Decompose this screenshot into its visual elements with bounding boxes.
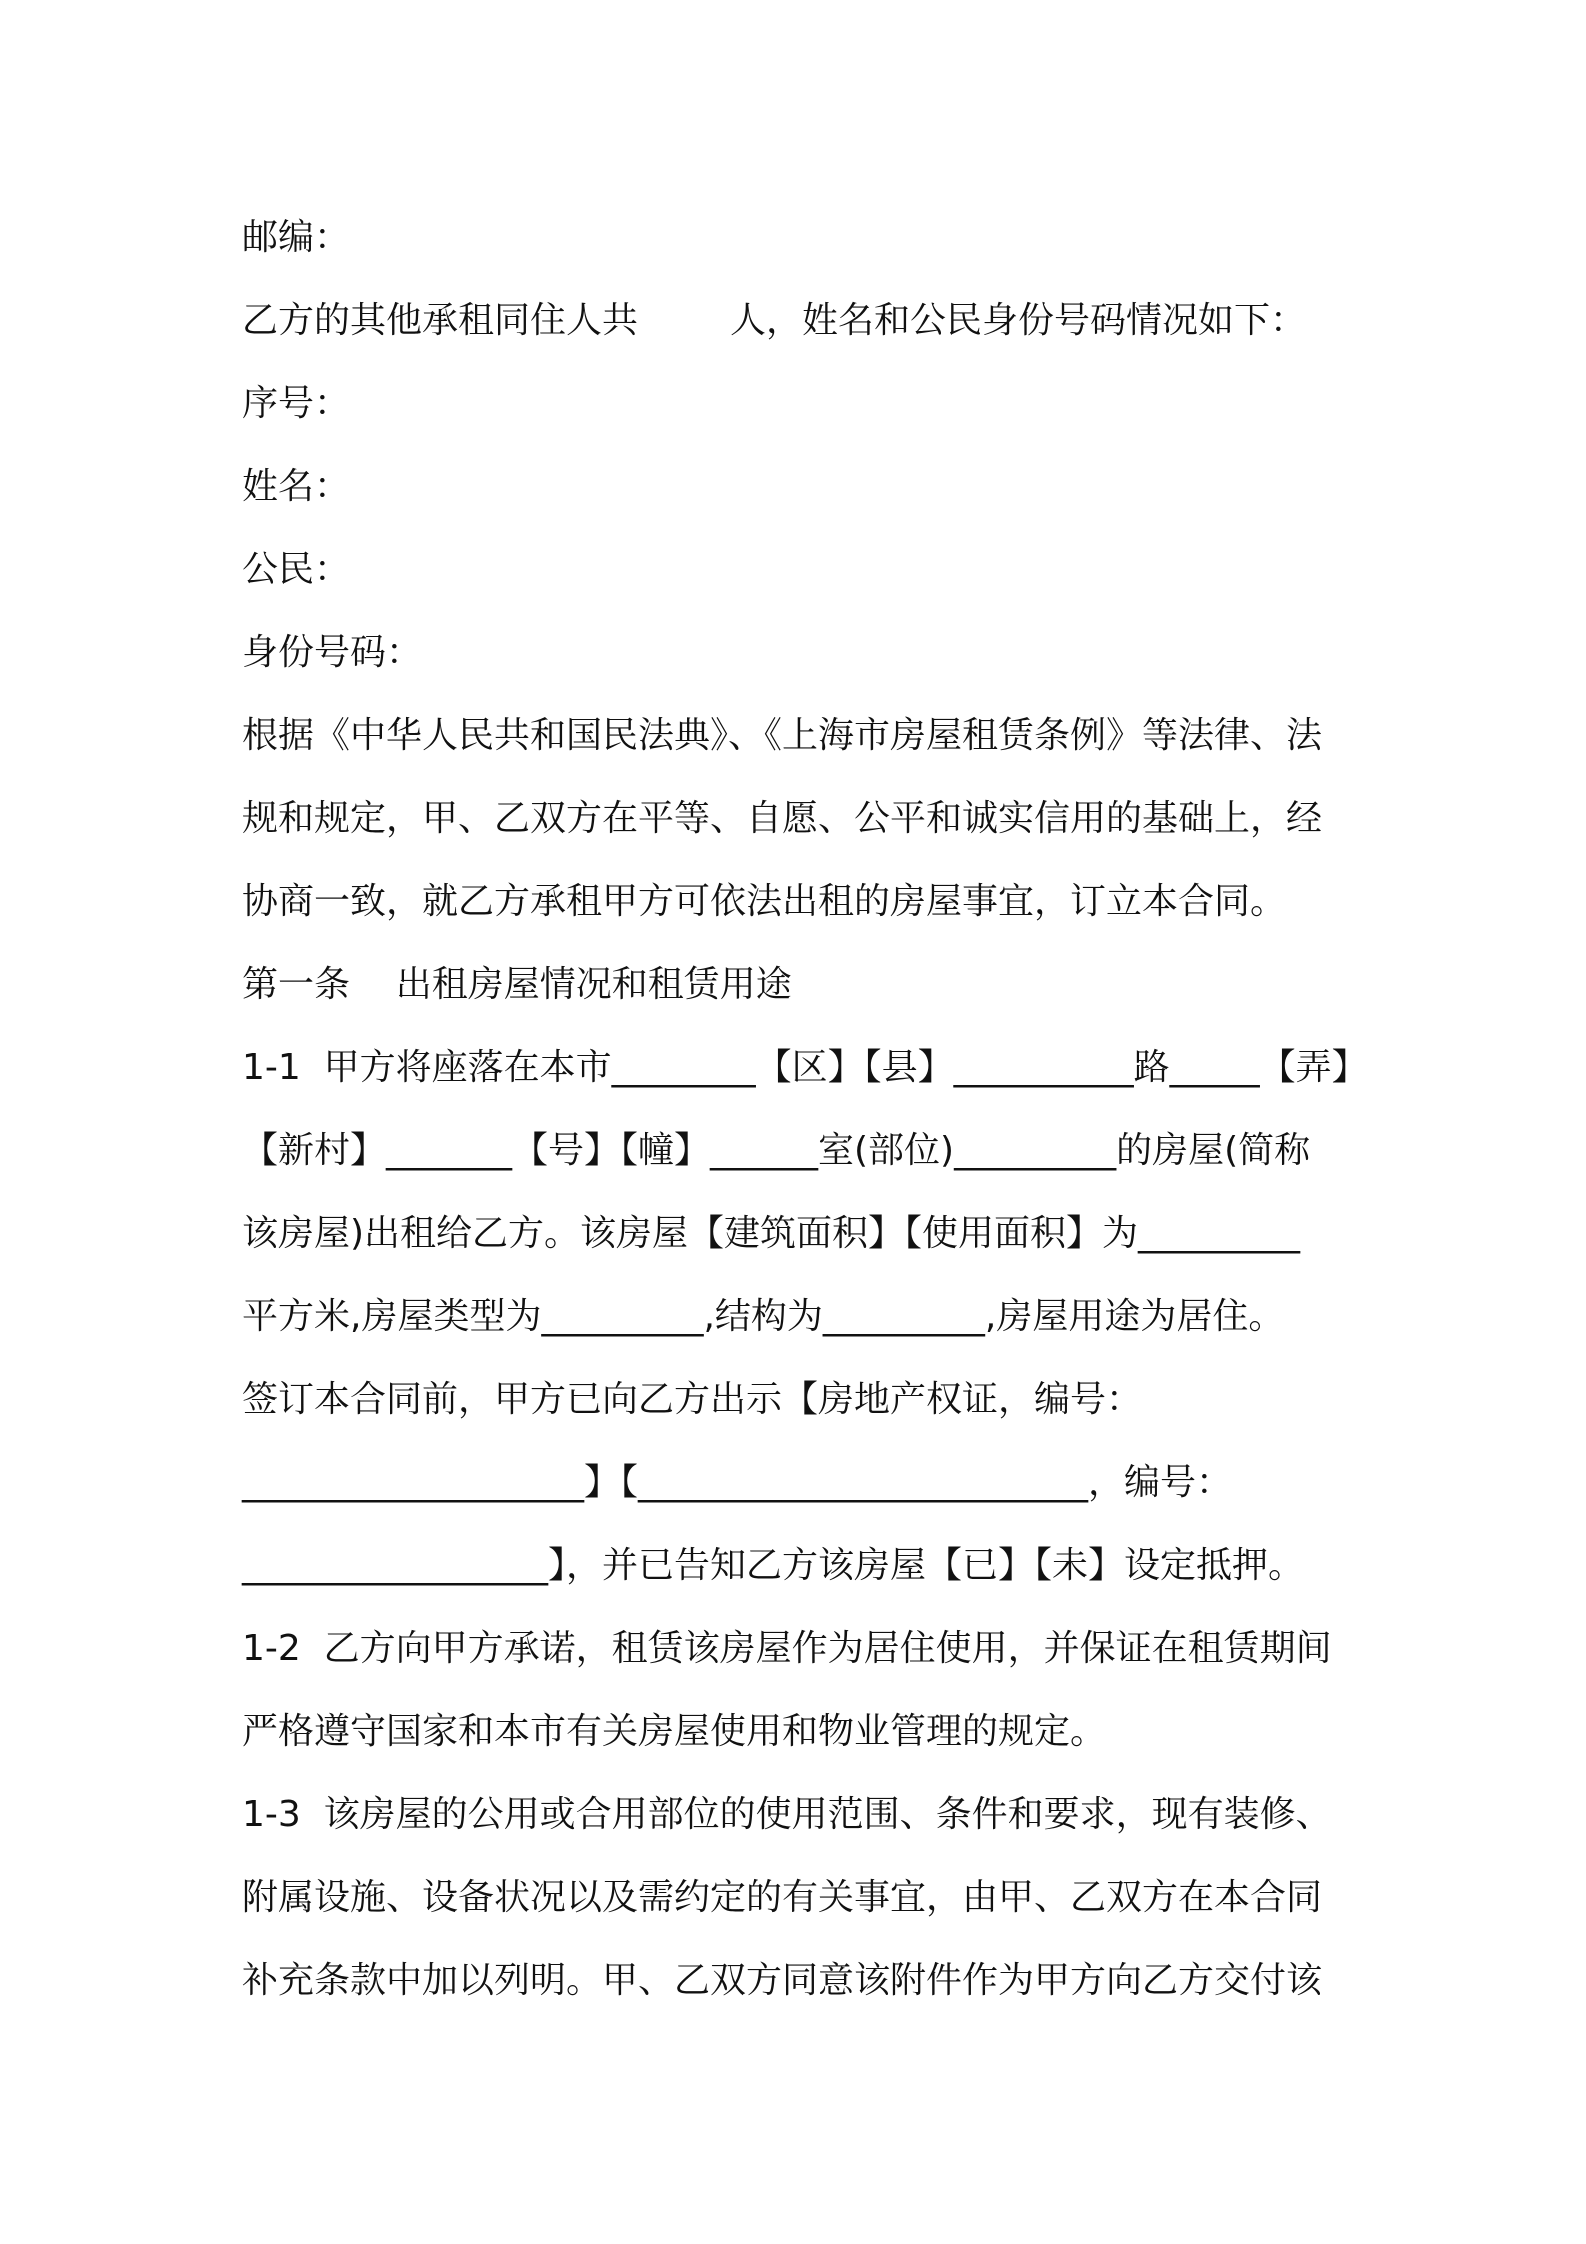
name-line <box>242 445 1358 528</box>
text-line: 该房屋)出租给乙方。该房屋【建筑面积】【使用面积】为_________ <box>242 1213 1301 1254</box>
document-body <box>242 196 1368 2022</box>
clause-line <box>242 1026 1368 1109</box>
text-segment: 人，姓名和公民身份号码情况如下： <box>730 300 1307 341</box>
text-line: 【新村】_______【号】【幢】______室(部位)_________的房屋(简称 <box>242 1130 1311 1171</box>
clause-line <box>242 1109 1358 1192</box>
text-line: 附属设施、设备状况以及需约定的有关事宜，由甲、乙双方在本合同 <box>242 1877 1323 1918</box>
clause-line <box>242 1856 1358 1939</box>
text-line: 第一条 出租房屋情况和租赁用途 <box>242 964 792 1005</box>
paragraph-line <box>242 694 1358 777</box>
text-line: 姓名： <box>242 466 351 507</box>
clause-line <box>242 1358 1358 1441</box>
article-heading <box>242 943 1358 1026</box>
clause-line <box>242 1939 1358 2022</box>
serial-number-line <box>242 362 1358 445</box>
paragraph-line <box>242 777 1358 860</box>
text-line: 根据《中华人民共和国民法典》、《上海市房屋租赁条例》等法律、法 <box>242 715 1323 756</box>
clause-line <box>242 1192 1358 1275</box>
text-line: 规和规定，甲、乙双方在平等、自愿、公平和诚实信用的基础上，经 <box>242 798 1323 839</box>
text-line: 身份号码： <box>242 632 423 673</box>
text-line: 邮编： <box>242 217 351 258</box>
text-segment: 乙方的其他承租同住人共 <box>242 300 639 341</box>
text-line: 1-1 甲方将座落在本市________【区】【县】__________路_____【弄】 <box>242 1047 1368 1088</box>
clause-line <box>242 1441 1358 1524</box>
text-line: 序号： <box>242 383 351 424</box>
clause-line <box>242 1690 1358 1773</box>
text-line: 平方米,房屋类型为_________,结构为_________,房屋用途为居住。 <box>242 1296 1285 1337</box>
postcode-line <box>242 196 1358 279</box>
id-number-line <box>242 611 1358 694</box>
text-line: 1-3 该房屋的公用或合用部位的使用范围、条件和要求，现有装修、 <box>242 1794 1332 1835</box>
co-tenant-line <box>242 279 1358 362</box>
clause-line <box>242 1275 1358 1358</box>
text-line: 补充条款中加以列明。甲、乙双方同意该附件作为甲方向乙方交付该 <box>242 1960 1323 2001</box>
text-line: 严格遵守国家和本市有关房屋使用和物业管理的规定。 <box>242 1711 1107 1752</box>
text-line: 1-2 乙方向甲方承诺，租赁该房屋作为居住使用，并保证在租赁期间 <box>242 1628 1332 1669</box>
text-line: ___________________】【_________________________，编号： <box>242 1462 1233 1503</box>
text-line: _________________】，并已告知乙方该房屋【已】【未】设定抵押。 <box>242 1545 1305 1586</box>
citizen-line <box>242 528 1358 611</box>
clause-line <box>242 1607 1358 1690</box>
text-line: 公民： <box>242 549 351 590</box>
text-line: 签订本合同前，甲方已向乙方出示【房地产权证，编号： <box>242 1379 1143 1420</box>
text-line: 协商一致，就乙方承租甲方可依法出租的房屋事宜，订立本合同。 <box>242 881 1287 922</box>
paragraph-line <box>242 860 1358 943</box>
clause-line <box>242 1524 1358 1607</box>
clause-line <box>242 1773 1358 1856</box>
